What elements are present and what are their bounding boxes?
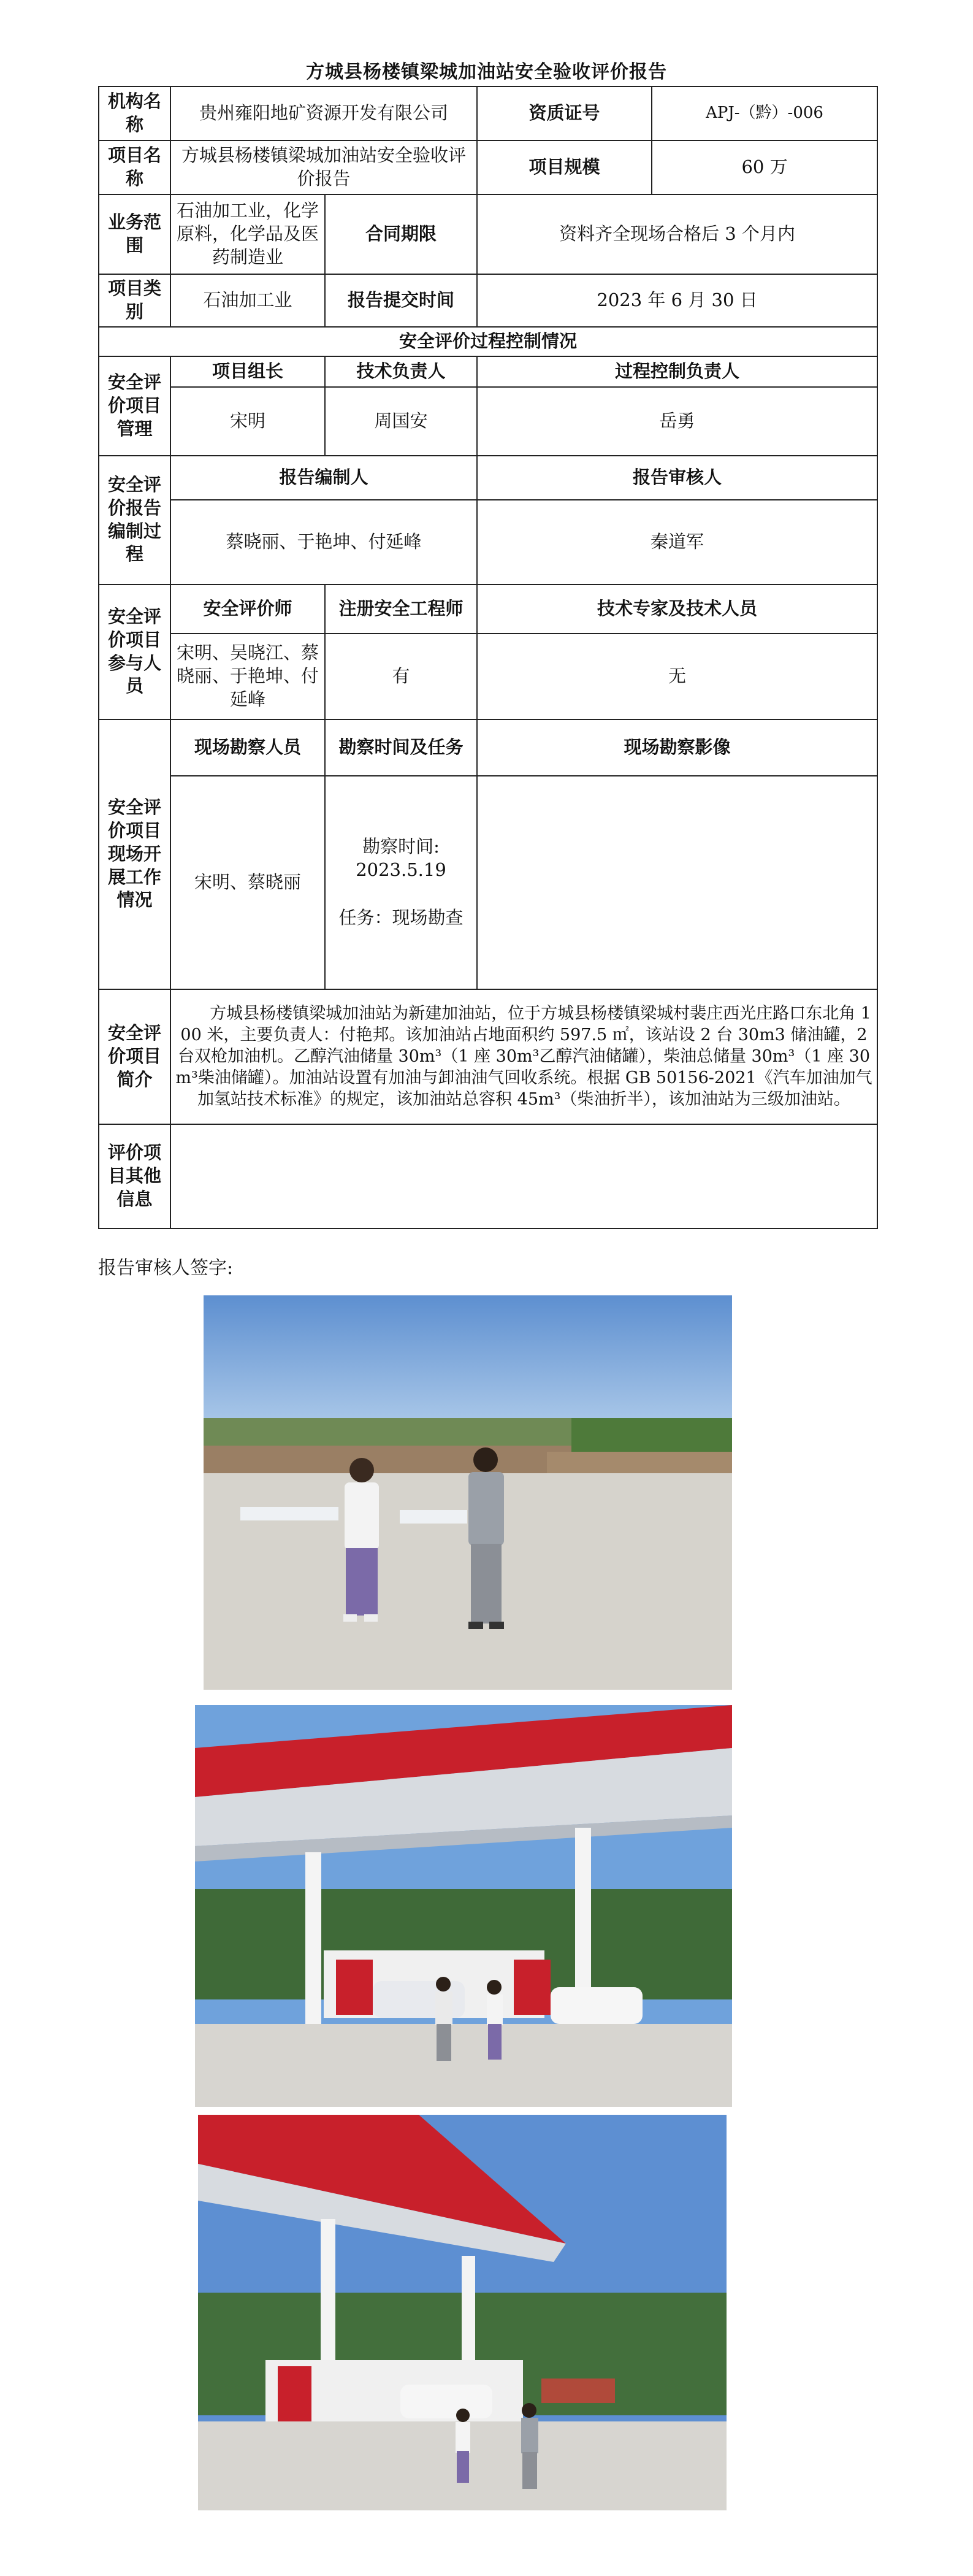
site-photo-1 — [204, 1295, 732, 1690]
proj-name-label: 项目名称 — [99, 140, 170, 194]
type-value: 石油加工业 — [170, 274, 325, 327]
process-header: 过程控制负责人 — [477, 356, 877, 387]
other-label: 评价项目其他信息 — [99, 1124, 170, 1229]
qual-value: APJ-（黔）-006 — [652, 86, 877, 140]
other-value — [170, 1124, 877, 1229]
page-title: 方城县杨楼镇梁城加油站安全验收评价报告 — [306, 61, 667, 83]
biz-label: 业务范围 — [99, 194, 170, 274]
management-label: 安全评价项目管理 — [99, 356, 170, 456]
tech-header: 技术负责人 — [325, 356, 477, 387]
survey-time-header: 勘察时间及任务 — [325, 719, 477, 776]
period-value: 资料齐全现场合格后 3 个月内 — [477, 194, 877, 274]
leader-value: 宋明 — [170, 387, 325, 456]
process-value: 岳勇 — [477, 387, 877, 456]
info-table — [98, 86, 878, 1229]
period-label: 合同期限 — [325, 194, 477, 274]
intro-label: 安全评价项目简介 — [99, 989, 170, 1124]
scale-label: 项目规模 — [477, 140, 652, 194]
evaluator-header: 安全评价师 — [170, 585, 325, 634]
leader-header: 项目组长 — [170, 356, 325, 387]
authors-value: 蔡晓丽、于艳坤、付延峰 — [170, 500, 477, 585]
survey-time-label: 勘察时间: — [362, 836, 440, 857]
survey-image-header: 现场勘察影像 — [477, 719, 877, 776]
survey-image-cell — [477, 776, 877, 989]
engineer-header: 注册安全工程师 — [325, 585, 477, 634]
survey-people-value: 宋明、蔡晓丽 — [170, 776, 325, 989]
reviewer-header: 报告审核人 — [477, 456, 877, 500]
intro-text: 方城县杨楼镇梁城加油站为新建加油站，位于方城县杨楼镇梁城村裴庄西光庄路口东北角 100 米，主要负责人：付艳邦。该加油站占地面积约 597.5 ㎡，该站设 2 台 30m3 储油罐，2 台双枪加油机。乙醇汽油储量 30m³（1 座 30m³乙醇汽油储罐），柴油总储量 30m³（1 座 30m³柴油储罐）。加油站设置有加油与卸油油气回收系统。根据 GB 50156-2021《汽车加油加气加氢站技术标准》的规定，该加油站总容积 45m³（柴油折半），该加油站为三级加油站。 — [170, 989, 877, 1124]
site-photo-3 — [198, 2115, 727, 2510]
org-name-value: 贵州雍阳地矿资源开发有限公司 — [170, 86, 477, 140]
site-photo-2 — [195, 1705, 732, 2107]
section-header: 安全评价过程控制情况 — [99, 327, 877, 356]
survey-task: 任务：现场勘查 — [338, 907, 464, 928]
compilation-label: 安全评价报告编制过程 — [99, 456, 170, 585]
qual-label: 资质证号 — [477, 86, 652, 140]
participants-label: 安全评价项目参与人员 — [99, 585, 170, 719]
engineer-value: 有 — [325, 634, 477, 719]
org-name-label: 机构名称 — [99, 86, 170, 140]
proj-name-value: 方城县杨楼镇梁城加油站安全验收评价报告 — [170, 140, 477, 194]
survey-label: 安全评价项目现场开展工作情况 — [99, 719, 170, 989]
author-header: 报告编制人 — [170, 456, 477, 500]
evaluators-value: 宋明、吴晓江、蔡晓丽、于艳坤、付延峰 — [170, 634, 325, 719]
survey-people-header: 现场勘察人员 — [170, 719, 325, 776]
survey-time-cell — [325, 776, 477, 989]
scale-value: 60 万 — [652, 140, 877, 194]
biz-value: 石油加工业，化学原料，化学品及医药制造业 — [170, 194, 325, 274]
expert-value: 无 — [477, 634, 877, 719]
signature-label: 报告审核人签字: — [98, 1257, 234, 1279]
expert-header: 技术专家及技术人员 — [477, 585, 877, 634]
survey-time-value: 2023.5.19 — [356, 859, 446, 880]
submit-label: 报告提交时间 — [325, 274, 477, 327]
reviewer-value: 秦道军 — [477, 500, 877, 585]
type-label: 项目类别 — [99, 274, 170, 327]
submit-value: 2023 年 6 月 30 日 — [477, 274, 877, 327]
tech-value: 周国安 — [325, 387, 477, 456]
